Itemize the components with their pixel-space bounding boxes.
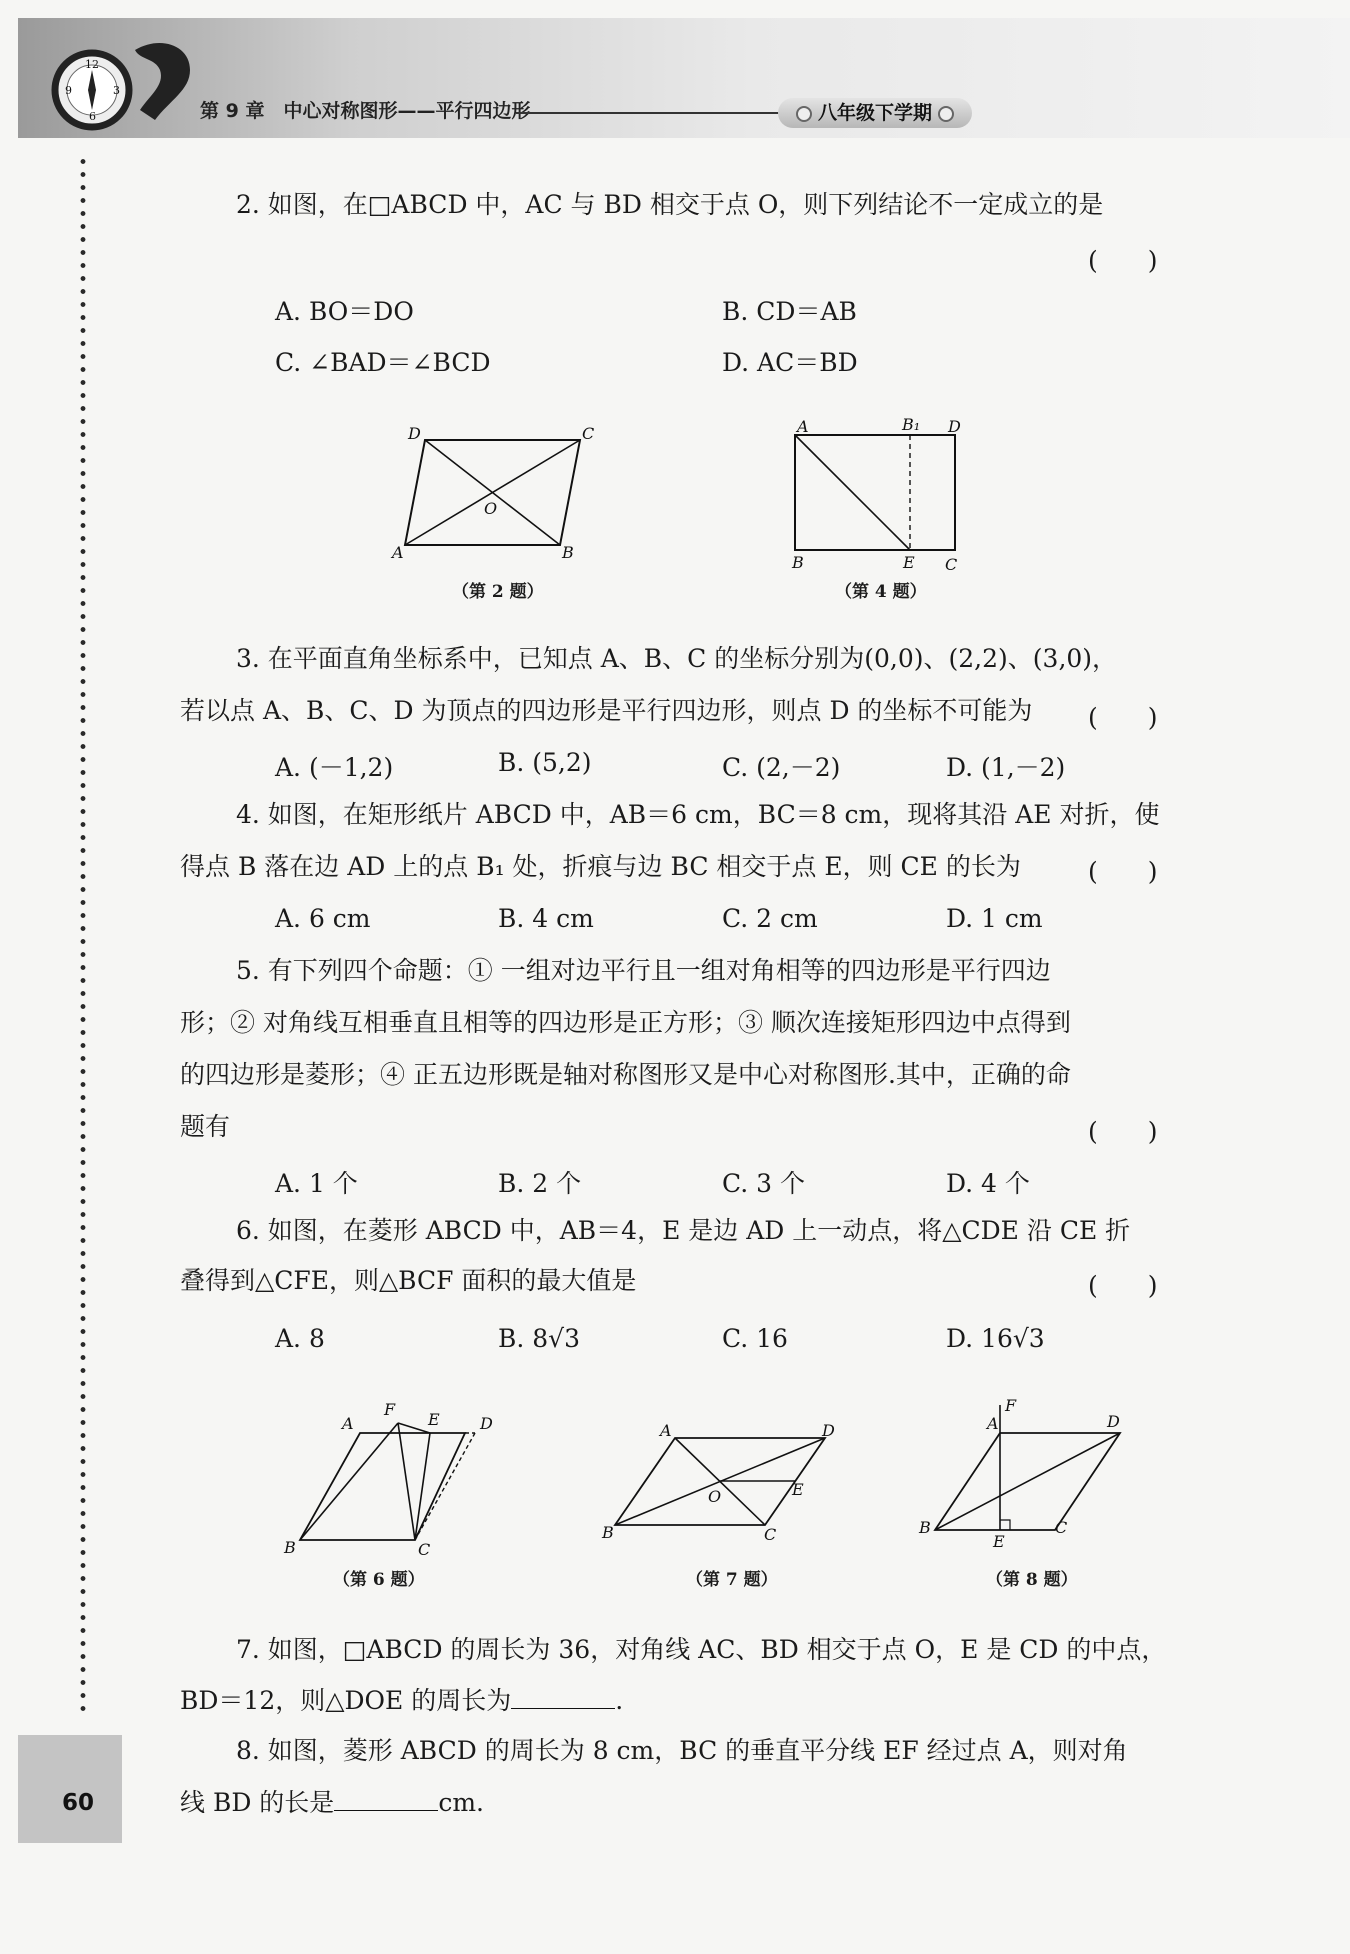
q2-option-b: B. CD＝AB: [722, 297, 857, 326]
q8-answer-blank[interactable]: [334, 1790, 438, 1811]
fig2-caption: （第 2 题）: [452, 582, 544, 602]
page-tab: [18, 1735, 122, 1843]
q5-line3: 的四边形是菱形；④ 正五边形既是轴对称图形又是中心对称图形.其中，正确的命: [180, 1060, 1071, 1089]
q3-line2: 若以点 A、B、C、D 为顶点的四边形是平行四边形，则点 D 的坐标不可能为: [180, 696, 1033, 725]
q8-line2: [180, 1788, 484, 1818]
q8-line2-text: 线 BD 的长是: [180, 1788, 335, 1817]
page-number: 60: [62, 1790, 95, 1816]
fig8-label-d: D: [1107, 1412, 1120, 1431]
fig2-label-c: C: [582, 425, 595, 443]
q5-line1: 5. 有下列四个命题：① 一组对边平行且一组对角相等的四边形是平行四边: [236, 956, 1051, 985]
fig2-label-o: O: [484, 499, 498, 518]
q5-answer-paren: ( ): [1088, 1117, 1158, 1146]
figure-7-parallelogram: [600, 1420, 840, 1550]
fig4-label-e: E: [903, 553, 915, 570]
figure-8-rhombus: [915, 1395, 1135, 1555]
fig6-label-d: D: [480, 1414, 493, 1433]
q5-option-a: A. 1 个: [275, 1169, 358, 1198]
q4-option-b: B. 4 cm: [498, 904, 594, 933]
q4-option-d: D. 1 cm: [946, 904, 1043, 933]
q5-option-b: B. 2 个: [498, 1169, 582, 1198]
fig8-label-f: F: [1005, 1396, 1017, 1415]
chapter-title: 第 9 章 中心对称图形——平行四边形: [200, 100, 531, 122]
q7-answer-blank[interactable]: [511, 1688, 615, 1709]
q6-option-a: A. 8: [275, 1324, 325, 1353]
q7-line1: 7. 如图，□ABCD 的周长为 36，对角线 AC、BD 相交于点 O，E 是 CD 的中点，: [236, 1635, 1167, 1664]
svg-text:12: 12: [85, 58, 99, 71]
binding-dots: [80, 155, 86, 1715]
q4-option-a: A. 6 cm: [275, 904, 371, 933]
q2-option-a: A. BO＝DO: [275, 297, 414, 326]
q3-option-c: C. (2,－2): [722, 753, 841, 782]
svg-text:3: 3: [113, 84, 120, 97]
fig7-label-a: A: [660, 1421, 672, 1440]
fig8-caption: （第 8 题）: [986, 1570, 1078, 1590]
compass-logo-icon: [40, 30, 200, 140]
q4-line2: 得点 B 落在边 AD 上的点 B₁ 处，折痕与边 BC 相交于点 E，则 CE 的长为: [180, 852, 1021, 881]
fig6-label-e: E: [428, 1410, 440, 1429]
fig4-caption: （第 4 题）: [835, 582, 927, 602]
q2-option-d: D. AC＝BD: [722, 348, 858, 377]
q7-line2: [180, 1686, 623, 1716]
q4-option-c: C. 2 cm: [722, 904, 818, 933]
fig4-label-c: C: [945, 555, 958, 570]
fig6-label-c: C: [418, 1540, 431, 1555]
fig4-label-a: A: [797, 417, 809, 436]
badge-ring-right: [938, 106, 954, 122]
q8-line1: 8. 如图，菱形 ABCD 的周长为 8 cm，BC 的垂直平分线 EF 经过点 A，则对角: [236, 1736, 1128, 1765]
q7-line2-end: .: [615, 1686, 624, 1715]
grade-badge: [778, 98, 972, 128]
q6-option-b: B. 8√3: [498, 1324, 581, 1353]
q3-answer-paren: ( ): [1088, 703, 1158, 732]
q7-line2-text: BD＝12，则△DOE 的周长为: [180, 1686, 512, 1715]
q4-answer-paren: ( ): [1088, 857, 1158, 886]
fig8-label-a: A: [987, 1414, 999, 1433]
fig8-label-e: E: [993, 1532, 1005, 1551]
q6-line2: 叠得到△CFE，则△BCF 面积的最大值是: [180, 1266, 637, 1295]
fig4-label-b1: B₁: [902, 415, 921, 434]
fig7-label-o: O: [708, 1487, 722, 1506]
fig6-caption: （第 6 题）: [333, 1570, 425, 1590]
q2-stem: 2. 如图，在□ABCD 中，AC 与 BD 相交于点 O，则下列结论不一定成立的是: [236, 190, 1104, 219]
fig7-label-d: D: [822, 1421, 835, 1440]
q2-answer-paren: ( ): [1088, 246, 1158, 275]
q8-line2-end: cm.: [438, 1788, 484, 1817]
svg-text:6: 6: [89, 110, 96, 123]
q5-line4: 题有: [180, 1112, 231, 1141]
q3-line1: 3. 在平面直角坐标系中，已知点 A、B、C 的坐标分别为(0,0)、(2,2)、(3,0)，: [236, 644, 1118, 673]
badge-ring-left: [796, 106, 812, 122]
q2-option-c: C. ∠BAD＝∠BCD: [275, 348, 491, 377]
q5-line2: 形；② 对角线互相垂直且相等的四边形是正方形；③ 顺次连接矩形四边中点得到: [180, 1008, 1071, 1037]
fig6-label-f: F: [384, 1400, 396, 1419]
fig6-label-b: B: [284, 1538, 296, 1555]
fig8-label-b: B: [919, 1518, 931, 1537]
q4-line1: 4. 如图，在矩形纸片 ABCD 中，AB＝6 cm，BC＝8 cm，现将其沿 AE 对折，使: [236, 800, 1160, 829]
fig2-label-a: A: [392, 543, 404, 562]
fig6-label-a: A: [342, 1414, 354, 1433]
q6-line1: 6. 如图，在菱形 ABCD 中，AB＝4，E 是边 AD 上一动点，将△CDE 沿 CE 折: [236, 1216, 1131, 1245]
fig7-label-e: E: [792, 1480, 804, 1499]
fig7-label-c: C: [764, 1525, 777, 1544]
figure-6-rhombus-fold: [280, 1395, 500, 1555]
header-rule: [516, 112, 781, 114]
figure-4-rectangle: [785, 415, 985, 570]
fig4-label-d: D: [948, 417, 961, 436]
svg-text:9: 9: [65, 84, 72, 97]
q6-option-c: C. 16: [722, 1324, 788, 1353]
fig2-label-b: B: [562, 543, 574, 562]
q3-option-d: D. (1,－2): [946, 753, 1066, 782]
figure-2-parallelogram: [390, 425, 610, 565]
q3-option-a: A. (－1,2): [275, 753, 394, 782]
fig4-label-b: B: [792, 553, 804, 570]
q5-option-d: D. 4 个: [946, 1169, 1030, 1198]
grade-label: 八年级下学期: [817, 102, 932, 124]
fig8-label-c: C: [1055, 1518, 1068, 1537]
q3-option-b: B. (5,2): [498, 748, 592, 777]
q6-answer-paren: ( ): [1088, 1271, 1158, 1300]
fig7-caption: （第 7 题）: [686, 1570, 778, 1590]
fig2-label-d: D: [408, 425, 421, 443]
q6-option-d: D. 16√3: [946, 1324, 1045, 1353]
fig7-label-b: B: [602, 1523, 614, 1542]
q5-option-c: C. 3 个: [722, 1169, 805, 1198]
